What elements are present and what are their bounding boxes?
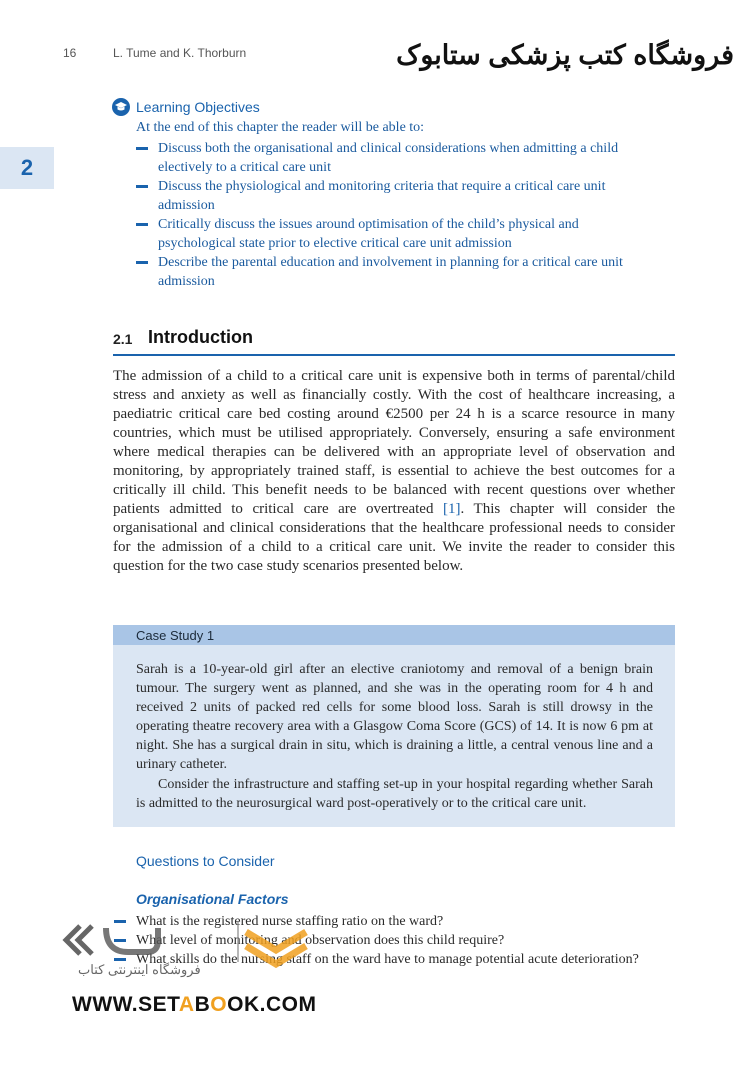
- graduation-cap-icon: [112, 98, 130, 116]
- list-item-text: What skills do the nursing staff on the ward have to manage potential acute deterioration?: [136, 952, 639, 967]
- learning-objectives-list: [136, 139, 656, 291]
- url-text: A: [178, 993, 195, 1016]
- url-text: O: [210, 993, 228, 1016]
- paragraph-text: . This chapter will consider the organisational and clinical considerations that the healthcare professional needs to consider for the admission of a child to a critical care unit. We invite the reader to consider this question for the two case study scenarios presented below.: [113, 501, 676, 574]
- case-study-paragraph: Sarah is a 10-year-old girl after an elective craniotomy and removal of a benign brain tumour. The surgery went as planned, and she was in the operating room for 4 h and received 2 units of packed red cells for some blood loss. Sarah is still drowsy in the operating theatre recovery area with a Glasgow Coma Score (GCS) of 14. It is now 6 pm at night. She has a surgical drain in situ, which is draining a little, a central venous line and a urinary catheter.: [136, 662, 653, 772]
- list-item-text: What level of monitoring and observation does this child require?: [136, 933, 505, 948]
- case-study-title: Case Study 1: [136, 628, 215, 643]
- dash-bullet-icon: [136, 261, 148, 264]
- list-item-text: What is the registered nurse staffing ratio on the ward?: [136, 914, 444, 929]
- store-subtitle: فروشگاه اینترنتی کتاب: [78, 962, 201, 977]
- dash-bullet-icon: [136, 147, 148, 150]
- learning-objectives-intro: At the end of this chapter the reader will be able to:: [136, 120, 425, 135]
- store-watermark-title: فروشگاه کتب پزشکی ستابوک: [396, 40, 734, 70]
- url-text: WWW.SET: [72, 993, 179, 1016]
- learning-objectives-title: Learning Objectives: [136, 99, 260, 115]
- section-number: 2.1: [113, 331, 133, 347]
- questions-title: Questions to Consider: [136, 853, 275, 869]
- list-item-text: Discuss the physiological and monitoring criteria that require a critical care unit admission: [158, 179, 606, 213]
- url-text: B: [194, 993, 211, 1016]
- running-header-authors: L. Tume and K. Thorburn: [113, 46, 247, 60]
- page-number: 16: [63, 46, 77, 60]
- section-divider: [113, 354, 675, 356]
- dash-bullet-icon: [136, 185, 148, 188]
- list-item: [136, 253, 656, 291]
- url-text: OK.COM: [227, 993, 317, 1016]
- list-item: [136, 215, 656, 253]
- list-item-text: Describe the parental education and involvement in planning for a critical care unit admission: [158, 255, 623, 289]
- store-url[interactable]: [72, 993, 316, 1017]
- chapter-tab: 2: [0, 147, 54, 189]
- list-item-text: Discuss both the organisational and clinical considerations when admitting a child electively to a critical care unit: [158, 141, 619, 175]
- case-study-question: Consider the infrastructure and staffing set-up in your hospital regarding whether Sarah is admitted to the neurosurgical ward post-operatively or to the critical care unit.: [136, 777, 653, 811]
- list-item-text: Critically discuss the issues around optimisation of the child’s physical and psychological state prior to elective critical care unit admission: [158, 217, 579, 251]
- paragraph-text: The admission of a child to a critical care unit is expensive both in terms of parental/child stress and anxiety as well as financially costly. With the cost of healthcare increasing, a paediatric critical care bed costing around €2500 per 24 h is a scarce resource in many countries, which must be utilised appropriately. Conversely, ensuring a safe environment where medical therapies can be delivered with an appropriate level of observation and monitoring, by appropriately trained staff, is essential to achieve the best outcomes for a critically ill child. This benefit needs to be balanced with recent questions over whether patients admitted to critical care are overtreated: [113, 368, 675, 517]
- dash-bullet-icon: [136, 223, 148, 226]
- intro-paragraph: [113, 367, 675, 576]
- case-study-header: [113, 625, 675, 645]
- reference-link[interactable]: [1]: [443, 501, 461, 517]
- organisational-factors-title: Organisational Factors: [136, 891, 289, 907]
- list-item: [136, 139, 656, 177]
- list-item: [136, 177, 656, 215]
- case-study-box: [113, 625, 675, 827]
- section-title: Introduction: [148, 327, 253, 347]
